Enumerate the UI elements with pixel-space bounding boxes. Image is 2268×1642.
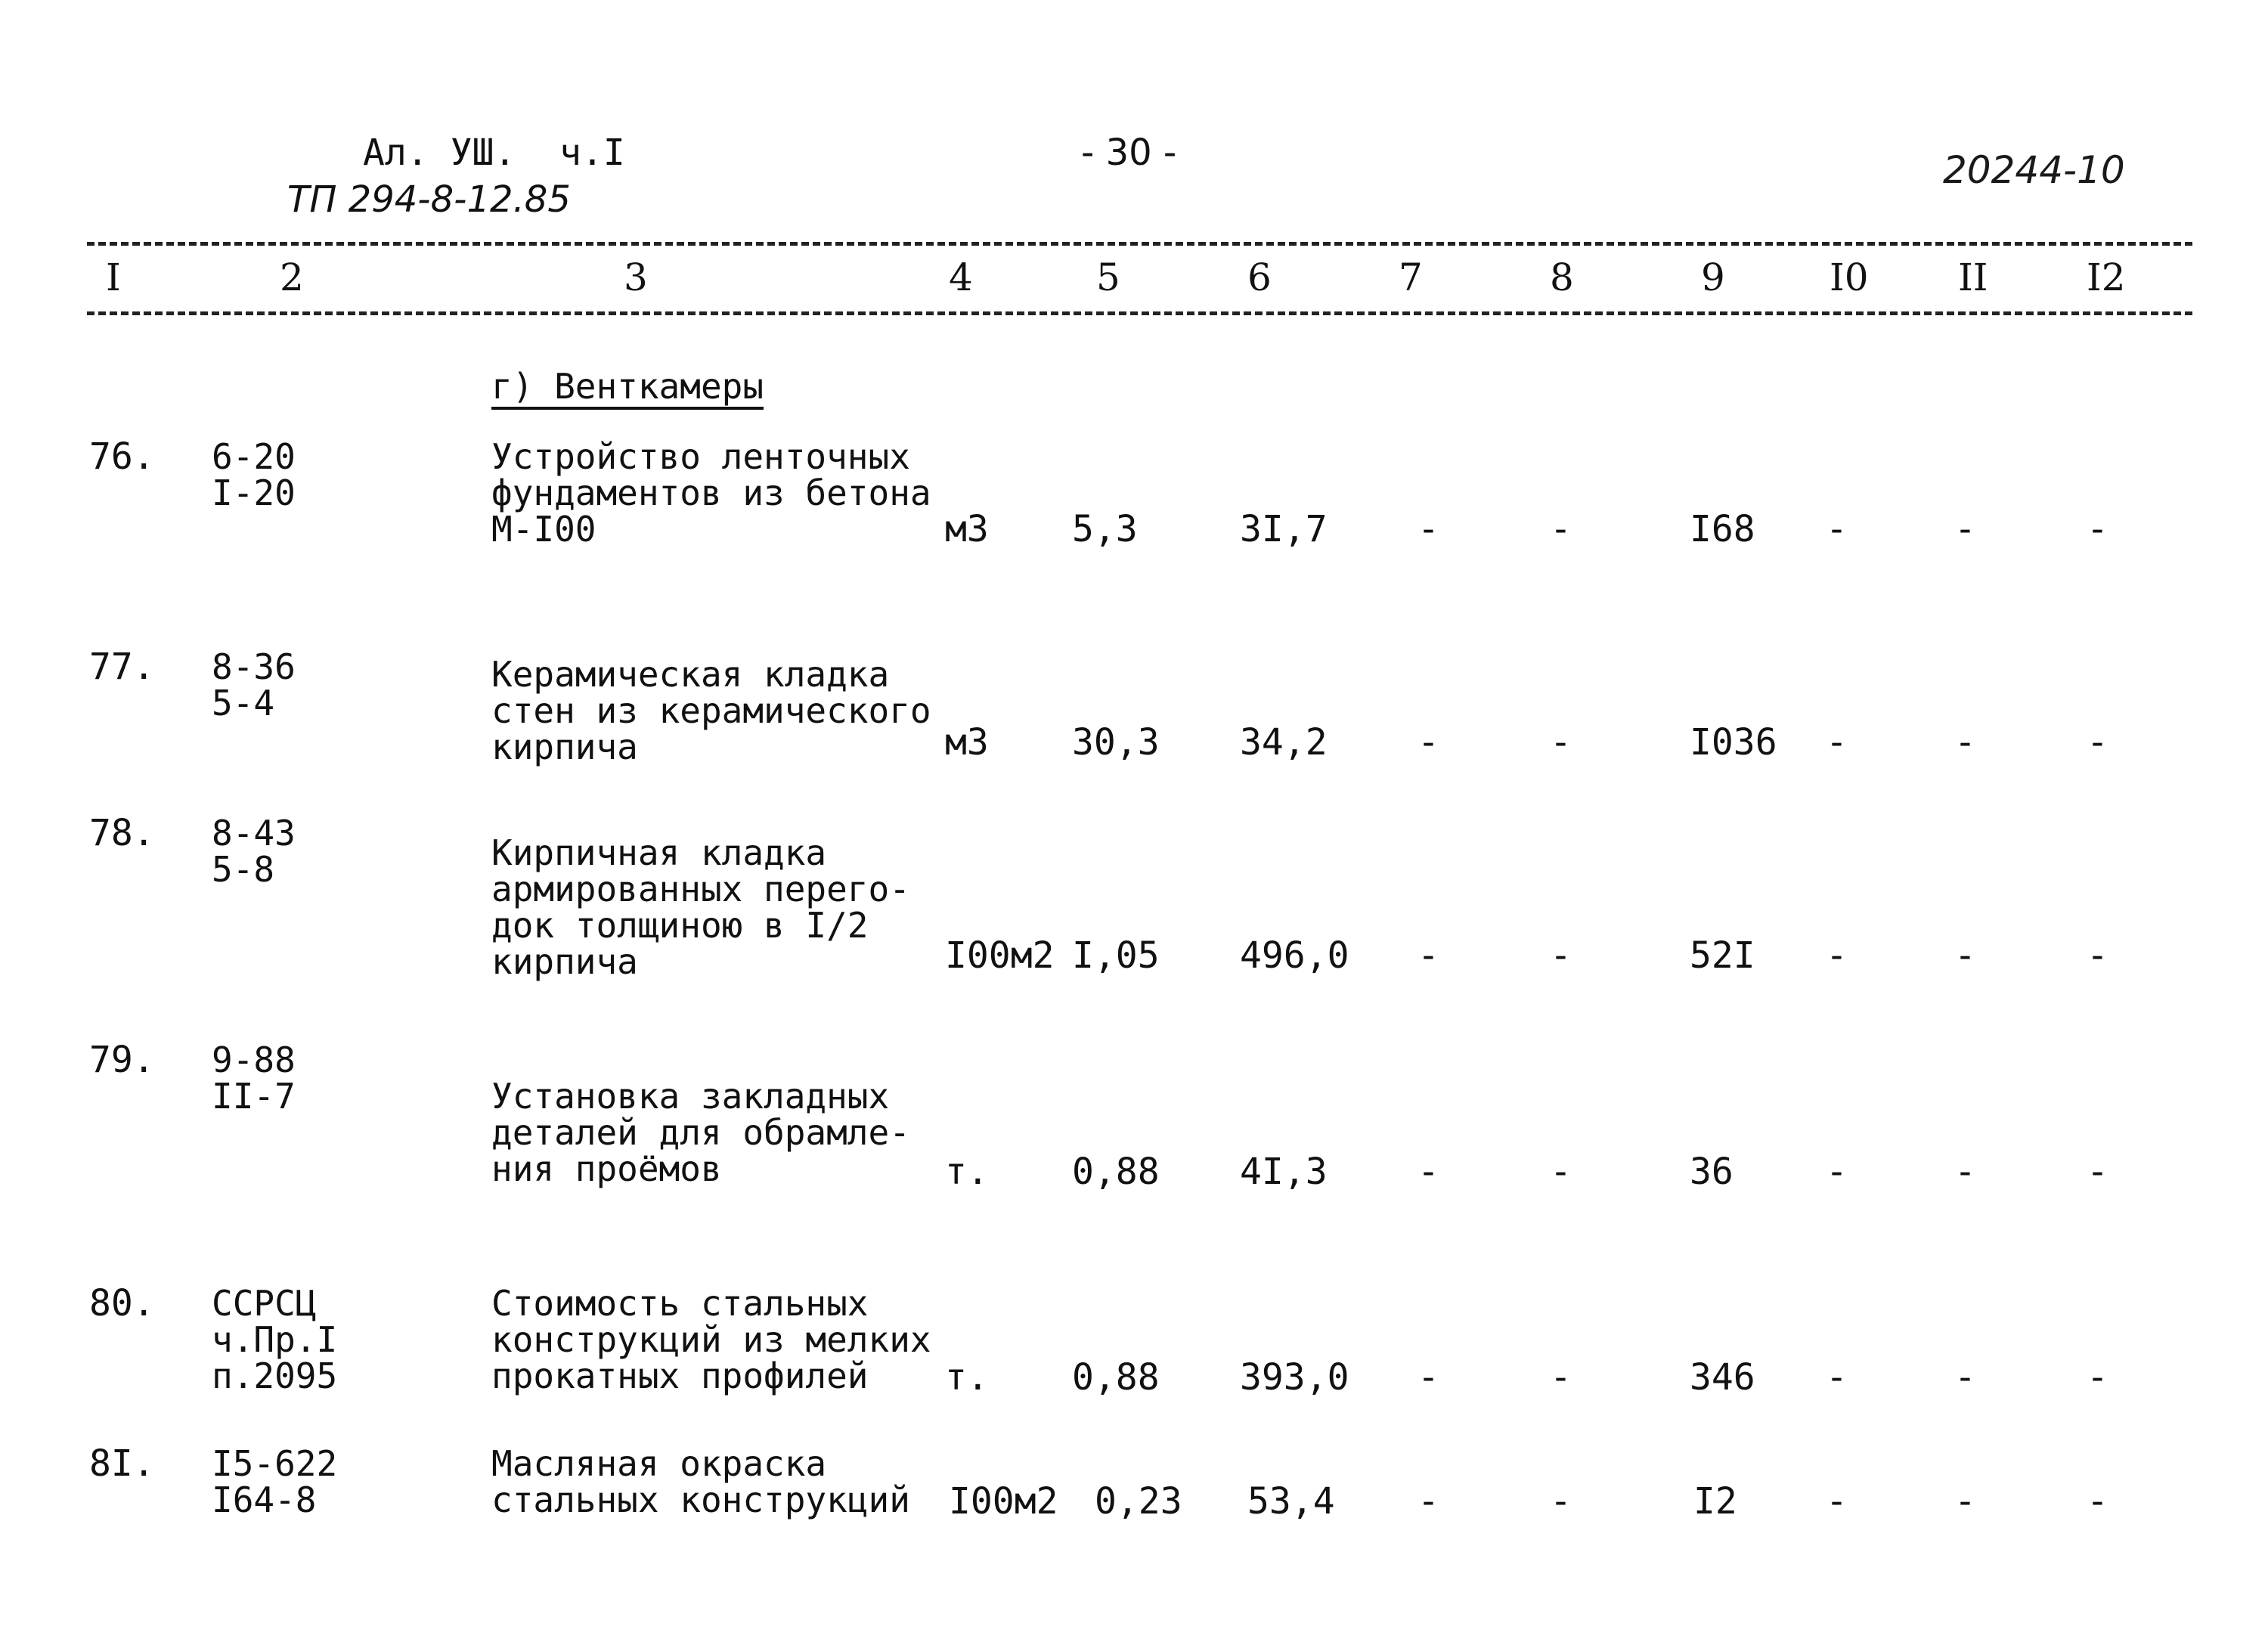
row-unit: т.: [945, 1151, 989, 1193]
section-title: г) Венткамеры: [491, 369, 764, 410]
row-col10: -: [1826, 1356, 1848, 1399]
row-code: I5-622 I64-8: [212, 1443, 338, 1520]
row-col11: -: [1954, 721, 1976, 764]
row-col8: -: [1550, 1480, 1572, 1523]
row-col10: -: [1826, 1151, 1848, 1193]
row-price: 53,4: [1247, 1480, 1335, 1523]
row-col7: -: [1418, 1480, 1439, 1523]
page-number: - 30 -: [1081, 132, 1177, 174]
row-price: 4I,3: [1240, 1151, 1328, 1193]
row-col11: -: [1954, 1480, 1976, 1523]
row-number: 78.: [89, 812, 155, 854]
column-header-6: 6: [1247, 256, 1272, 299]
row-col12: -: [2087, 1480, 2108, 1523]
row-quantity: 0,88: [1072, 1356, 1160, 1399]
column-header-3: 3: [624, 256, 648, 299]
row-unit: I00м2: [945, 934, 1055, 977]
row-col9: 36: [1690, 1151, 1734, 1193]
row-price: 496,0: [1240, 934, 1349, 977]
row-code: 9-88 II-7: [212, 1039, 296, 1117]
row-col11: -: [1954, 1356, 1976, 1399]
row-col9: 52I: [1690, 934, 1755, 977]
row-number: 79.: [89, 1039, 155, 1081]
row-col9: 346: [1690, 1356, 1755, 1399]
column-header-7: 7: [1399, 256, 1423, 299]
row-col10: -: [1826, 1480, 1848, 1523]
row-col7: -: [1418, 508, 1439, 550]
column-header-10: I0: [1830, 256, 1869, 299]
row-description: Устройство ленточных фундаментов из бетона М-I00: [491, 436, 931, 550]
row-unit: т.: [945, 1356, 989, 1399]
row-code: 6-20 I-20: [212, 436, 296, 513]
row-col7: -: [1418, 721, 1439, 764]
row-price: 34,2: [1240, 721, 1328, 764]
row-col7: -: [1418, 1151, 1439, 1193]
row-code: ССРСЦ ч.Пр.I п.2095: [212, 1283, 338, 1396]
row-description: Установка закладных деталей для обрамле- ния проёмов: [491, 1076, 910, 1189]
row-number: 77.: [89, 646, 155, 688]
row-code: 8-36 5-4: [212, 646, 296, 723]
row-number: 8I.: [89, 1442, 155, 1485]
row-code: 8-43 5-8: [212, 813, 296, 890]
album-reference: Ал. УШ. ч.I: [363, 132, 625, 174]
row-col12: -: [2087, 721, 2108, 764]
row-price: 393,0: [1240, 1356, 1349, 1399]
row-col11: -: [1954, 1151, 1976, 1193]
row-quantity: 0,23: [1095, 1480, 1182, 1523]
column-header-8: 8: [1550, 256, 1574, 299]
row-number: 76.: [89, 435, 155, 478]
row-col12: -: [2087, 1151, 2108, 1193]
row-number: 80.: [89, 1282, 155, 1324]
project-code: ТП 294-8-12.85: [287, 178, 571, 221]
row-col7: -: [1418, 934, 1439, 977]
column-header-9: 9: [1701, 256, 1725, 299]
row-description: Кирпичная кладка армированных перего- док толщиною в I/2 кирпича: [491, 832, 910, 982]
row-quantity: I,05: [1072, 934, 1160, 977]
row-unit: м3: [945, 508, 989, 550]
row-description: Стоимость стальных конструкций из мелких прокатных профилей: [491, 1283, 931, 1396]
header-rule-bottom: [87, 311, 2192, 315]
row-col12: -: [2087, 508, 2108, 550]
row-col11: -: [1954, 508, 1976, 550]
row-quantity: 30,3: [1072, 721, 1160, 764]
column-header-5: 5: [1096, 256, 1120, 299]
row-col7: -: [1418, 1356, 1439, 1399]
row-col12: -: [2087, 934, 2108, 977]
row-price: 3I,7: [1240, 508, 1328, 550]
row-quantity: 5,3: [1072, 508, 1138, 550]
header-rule-top: [87, 242, 2192, 246]
row-col8: -: [1550, 934, 1572, 977]
row-description: Керамическая кладка стен из керамического кирпича: [491, 654, 931, 767]
row-col8: -: [1550, 1151, 1572, 1193]
row-col12: -: [2087, 1356, 2108, 1399]
row-col11: -: [1954, 934, 1976, 977]
column-header-12: I2: [2087, 256, 2126, 299]
column-header-2: 2: [280, 256, 304, 299]
row-col10: -: [1826, 508, 1848, 550]
column-header-11: II: [1958, 256, 1988, 299]
row-col9: I2: [1693, 1480, 1737, 1523]
row-col10: -: [1826, 721, 1848, 764]
row-col8: -: [1550, 721, 1572, 764]
row-col8: -: [1550, 1356, 1572, 1399]
column-header-4: 4: [949, 256, 973, 299]
row-description: Масляная окраска стальных конструкций: [491, 1443, 910, 1520]
row-col9: I68: [1690, 508, 1755, 550]
row-unit: м3: [945, 721, 989, 764]
row-quantity: 0,88: [1072, 1151, 1160, 1193]
row-col10: -: [1826, 934, 1848, 977]
row-unit: I00м2: [949, 1480, 1058, 1523]
row-col8: -: [1550, 508, 1572, 550]
document-number: 20244-10: [1943, 148, 2125, 192]
row-col9: I036: [1690, 721, 1777, 764]
column-header-1: I: [106, 256, 121, 299]
